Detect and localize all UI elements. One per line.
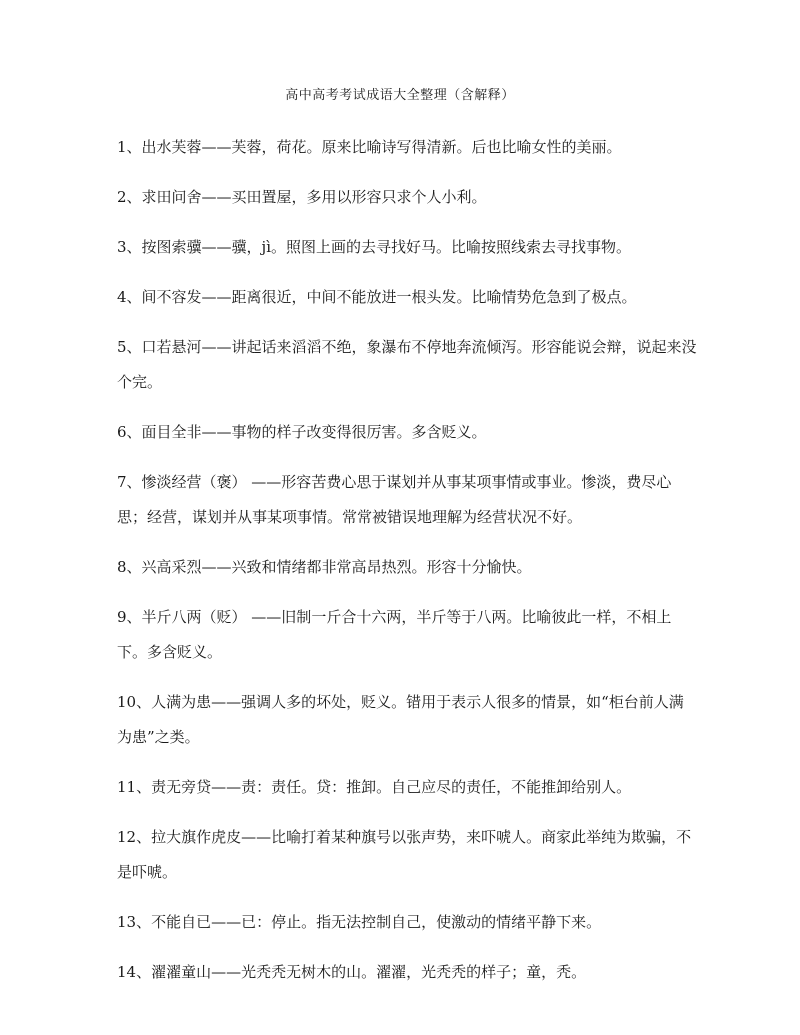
idiom-list (117, 130, 697, 1005)
idiom-entry-3: 3、按图索骥——骥，jì。照图上画的去寻找好马。比喻按照线索去寻找事物。 (117, 238, 631, 256)
idiom-entry-9: 9、半斤八两（贬） ——旧制一斤合十六两，半斤等于八两。比喻彼此一样，不相上下。多含贬义。 (117, 608, 672, 661)
idiom-entry-5: 5、口若悬河——讲起话来滔滔不绝，象瀑布不停地奔流倾泻。形容能说会辩，说起来没个完。 (117, 338, 697, 391)
idiom-entry-13: 13、不能自已——已：停止。指无法控制自己，使激动的情绪平静下来。 (117, 913, 602, 931)
idiom-entry-11: 11、责无旁贷——责：责任。贷：推卸。自己应尽的责任，不能推卸给别人。 (117, 778, 632, 796)
idiom-entry-14: 14、濯濯童山——光秃秃无树木的山。濯濯，光秃秃的样子；童，秃。 (117, 963, 587, 981)
idiom-entry-12: 12、拉大旗作虎皮——比喻打着某种旗号以张声势，来吓唬人。商家此举纯为欺骗，不是吓唬。 (117, 828, 692, 881)
idiom-entry-6: 6、面目全非——事物的样子改变得很厉害。多含贬义。 (117, 423, 487, 441)
idiom-entry-8: 8、兴高采烈——兴致和情绪都非常高昂热烈。形容十分愉快。 (117, 558, 532, 576)
idiom-entry-7: 7、惨淡经营（褒） ——形容苦费心思于谋划并从事某项事情或事业。惨淡，费尽心思；经营，谋划并从事某项事情。常常被错误地理解为经营状况不好。 (117, 473, 672, 526)
document-title: 高中高考考试成语大全整理（含解释） (285, 88, 515, 103)
idiom-entry-1: 1、出水芙蓉——芙蓉，荷花。原来比喻诗写得清新。后也比喻女性的美丽。 (117, 138, 622, 156)
idiom-entry-10: 10、人满为患——强调人多的坏处，贬义。错用于表示人很多的情景，如“柜台前人满为患”之类。 (117, 693, 684, 746)
idiom-entry-2: 2、求田问舍——买田置屋，多用以形容只求个人小利。 (117, 188, 487, 206)
idiom-entry-4: 4、间不容发——距离很近，中间不能放进一根头发。比喻情势危急到了极点。 (117, 288, 637, 306)
